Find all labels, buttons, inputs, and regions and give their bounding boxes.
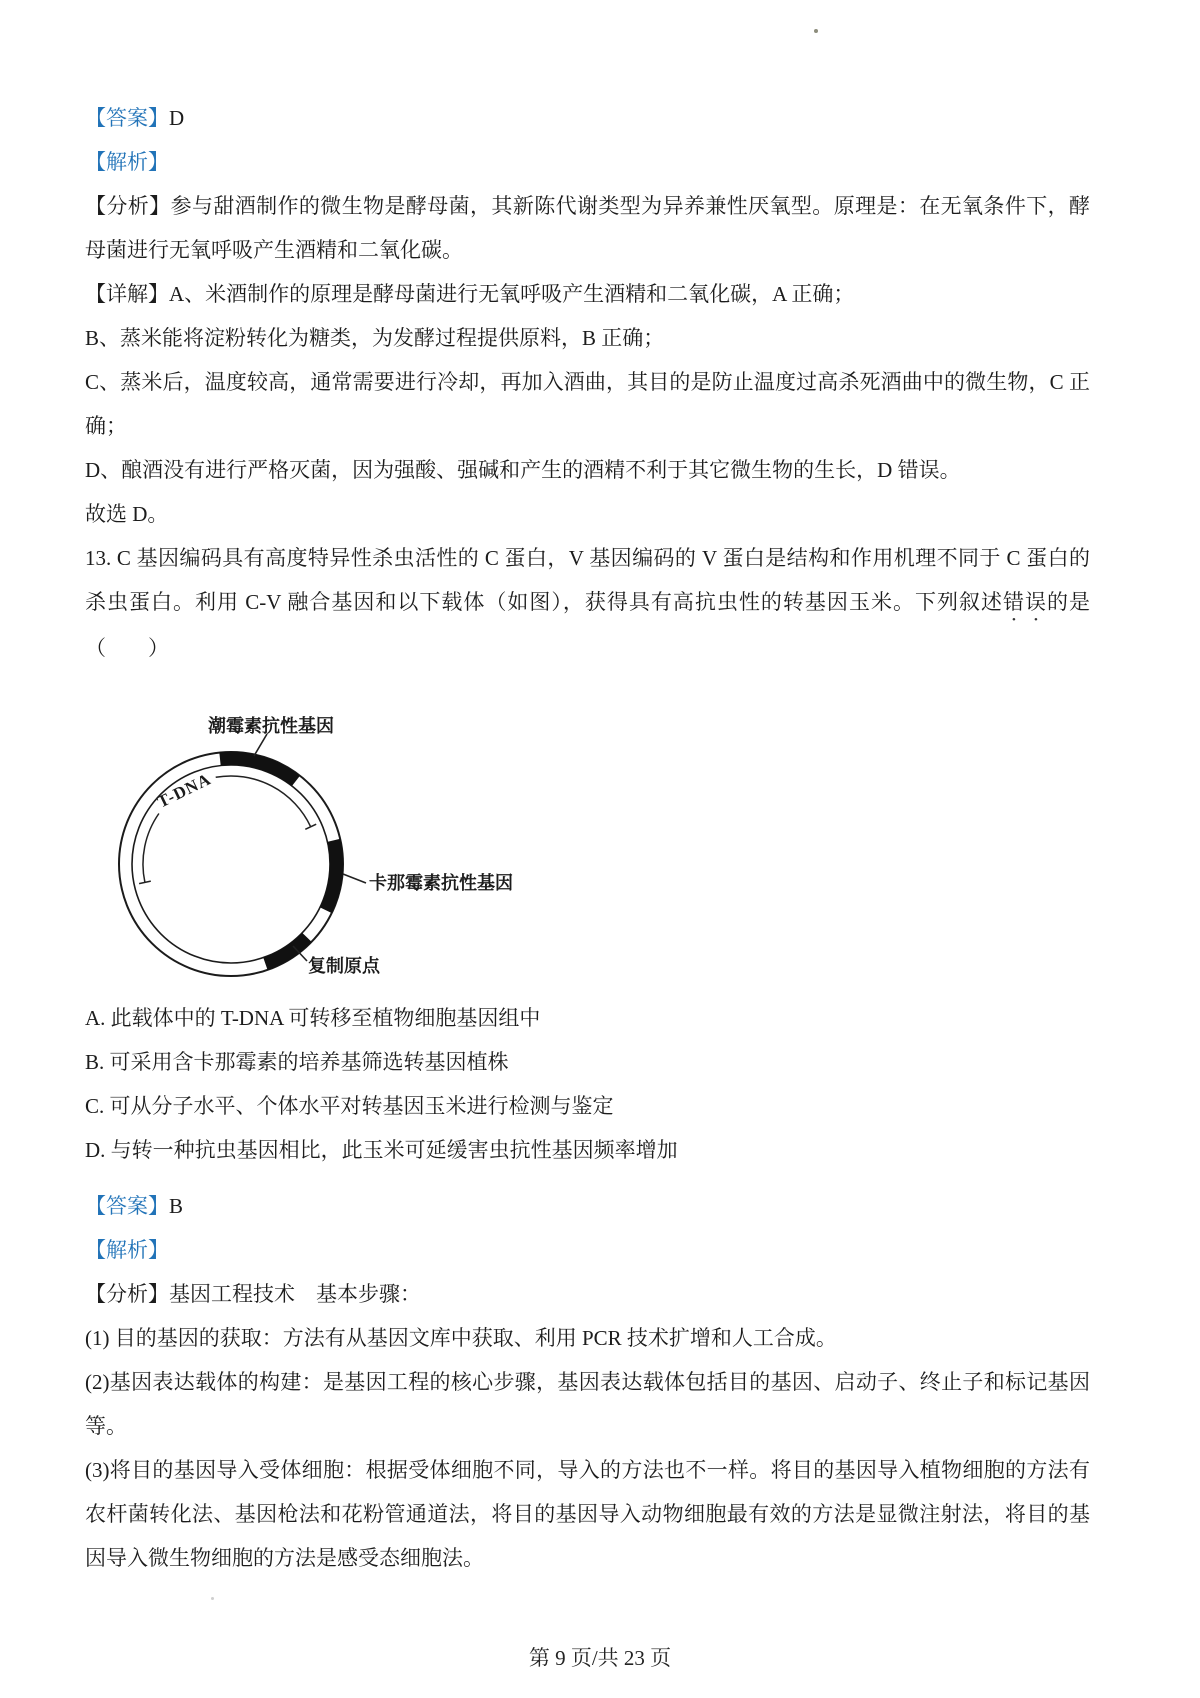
q13-step3: (3)将目的基因导入受体细胞：根据受体细胞不同，导入的方法也不一样。将目的基因导入植物细胞的方法有农杆菌转化法、基因枪法和花粉管通道法，将目的基因导入动物细胞最有效的方法是显微注射法，将目的基因导入微生物细胞的方法是感受态细胞法。: [85, 1458, 1090, 1570]
q13-stem-tail: 的是（ ）: [85, 590, 1091, 660]
origin-label: 复制原点: [308, 956, 380, 976]
q12-conclusion: 故选 D。: [85, 502, 169, 526]
page-footer: 第 9 页/共 23 页: [528, 1646, 672, 1670]
q13-option-d: D. 与转一种抗虫基因相比，此玉米可延缓害虫抗性基因频率增加: [85, 1138, 678, 1162]
answer-value: D: [169, 106, 185, 130]
q12-analysis-label-line: [85, 140, 1090, 184]
q13-answer-line: [85, 1184, 1090, 1228]
q13-step2: (2)基因表达载体的构建：是基因工程的核心步骤，基因表达载体包括目的基因、启动子、终止子和标记基因等。: [85, 1370, 1090, 1438]
scan-speck-icon: [814, 29, 818, 33]
answer-label: 【答案】: [85, 1194, 169, 1218]
q13-option-b: B. 可采用含卡那霉素的培养基筛选转基因植株: [85, 1050, 509, 1074]
hygromycin-leader-line: [254, 734, 267, 756]
answer-label: 【答案】: [85, 106, 169, 130]
q13-option-a: A. 此载体中的 T-DNA 可转移至植物细胞基因组中: [85, 1006, 541, 1030]
kanamycin-label: 卡那霉素抗性基因: [369, 873, 513, 893]
q13-fenxi-paragraph: 【分析】基因工程技术 基本步骤：: [85, 1282, 421, 1306]
q12-answer-line: [85, 96, 1090, 140]
q12-detail-c: C、蒸米后，温度较高，通常需要进行冷却，再加入酒曲，其目的是防止温度过高杀死酒曲中的微生物，C 正确；: [85, 370, 1090, 438]
q12-detail-d: D、酿酒没有进行严格灭菌，因为强酸、强碱和产生的酒精不利于其它微生物的生长，D 错误。: [85, 458, 961, 482]
q12-detail-b: B、蒸米能将淀粉转化为糖类，为发酵过程提供原料，B 正确；: [85, 326, 665, 350]
plasmid-vector-diagram: [95, 684, 525, 984]
q13-analysis-label-line: [85, 1228, 1090, 1272]
analysis-label: 【解析】: [85, 1238, 169, 1262]
kanamycin-leader-line: [343, 874, 366, 883]
q13-option-c: C. 可从分子水平、个体水平对转基因玉米进行检测与鉴定: [85, 1094, 614, 1118]
q13-stem: [85, 536, 1090, 670]
scan-speck-bottom-icon: [211, 1597, 214, 1600]
answer-value: B: [169, 1194, 184, 1218]
q12-fenxi-paragraph: 【分析】参与甜酒制作的微生物是酵母菌，其新陈代谢类型为异养兼性厌氧型。原理是：在无氧条件下，酵母菌进行无氧呼吸产生酒精和二氧化碳。: [85, 194, 1090, 262]
page-content: [85, 96, 1090, 1580]
hygromycin-label: 潮霉素抗性基因: [208, 716, 334, 736]
q13-stem-emphasized-word: 错误: [1002, 590, 1047, 614]
analysis-label: 【解析】: [85, 150, 169, 174]
q12-detail-a: 【详解】A、米酒制作的原理是酵母菌进行无氧呼吸产生酒精和二氧化碳，A 正确；: [85, 282, 855, 306]
q13-stem-text: 13. C 基因编码具有高度特异性杀虫活性的 C 蛋白，V 基因编码的 V 蛋白是结构和作用机理不同于 C 蛋白的杀虫蛋白。利用 C-V 融合基因和以下载体（如图），获得具有高抗虫性的转基因玉米。下列叙述: [85, 546, 1090, 614]
q13-step1: (1) 目的基因的获取：方法有从基因文库中获取、利用 PCR 技术扩增和人工合成。: [85, 1326, 837, 1350]
tdna-label: T-DNA: [154, 769, 215, 812]
